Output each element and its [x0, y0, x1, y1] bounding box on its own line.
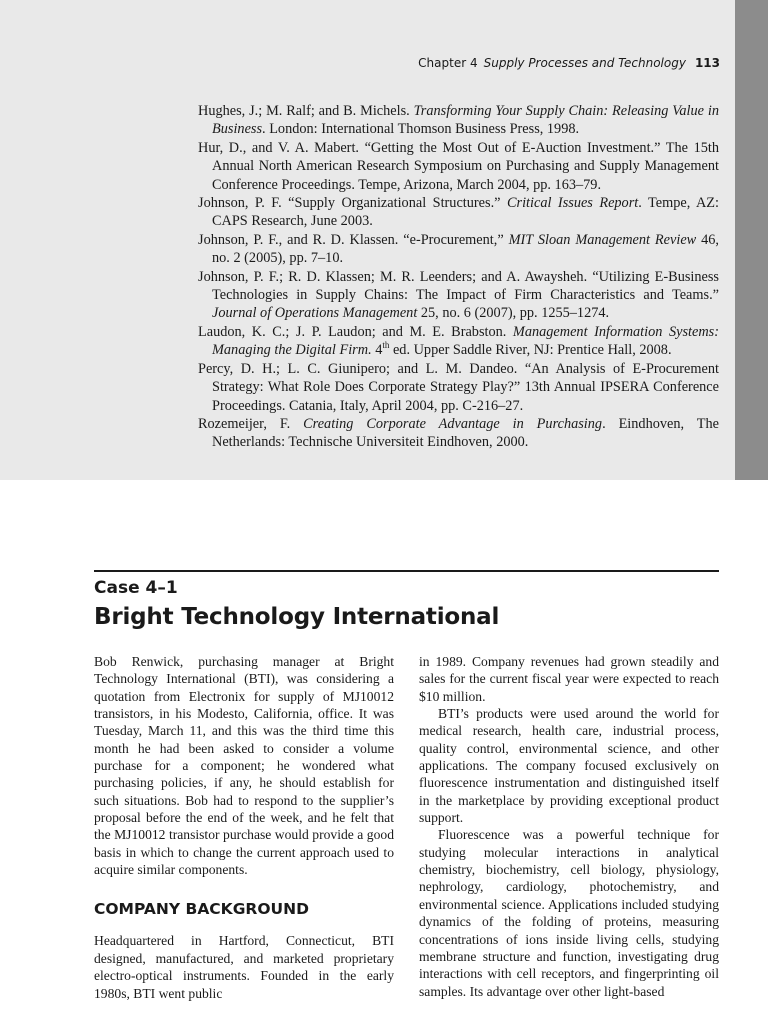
- reference-text: 25, no. 6 (2007), pp. 1255–1274.: [417, 305, 610, 322]
- reference-text: 4: [371, 342, 383, 359]
- left-column: [94, 653, 394, 1002]
- reference-entry: [198, 231, 719, 268]
- reference-italic-text: Transforming Your Supply Chain: Releasing Value in Business: [212, 103, 719, 138]
- case-number: Case 4–1: [94, 578, 178, 598]
- reference-text: ed. Upper Saddle River, NJ: Prentice Hall, 2008.: [389, 342, 672, 359]
- reference-entry: [198, 360, 719, 415]
- running-header: [418, 56, 720, 70]
- reference-text: . Tempe, AZ: CAPS Research, June 2003.: [212, 195, 719, 230]
- intro-paragraph: Bob Renwick, purchasing manager at Bright Technology International (BTI), was considering a quotation from Electronix for supply of MJ10012 transistors, in his Modesto, California, office. It was Tuesday, March 11, and this was the third time this month he had been asked to consider a volume purchase for a component; he wondered what purchasing policies, if any, he should establish for such situations. Bob had to respond to the supplier’s proposal before the end of the week, and he felt that the MJ10012 transistor purchase would provide a good basis in which to change the current approach used to acquire similar components.: [94, 654, 394, 878]
- page-number: 113: [694, 56, 720, 70]
- reference-text: Johnson, P. F. “Supply Organizational Structures.”: [198, 195, 507, 212]
- reference-text: Hughes, J.; M. Ralf; and B. Michels.: [198, 103, 414, 119]
- section-heading: COMPANY BACKGROUND: [94, 900, 309, 919]
- fluorescence-paragraph: Fluorescence was a powerful technique for studying molecular interactions in analytical chemistry, biochemistry, cell biology, physiology, nephrology, cardiology, photochemistry, and environmental science. Applications included studying dynamics of the folding of proteins, measuring concentrations of ions inside living cells, studying membrane structure and function, investigating drug interactions with cell receptors, and fingerprinting oil samples. Its advantage over other light-based: [419, 827, 719, 999]
- reference-entry: [198, 268, 719, 323]
- chapter-label: Chapter 4: [418, 56, 478, 70]
- reference-italic-text: Creating Corporate Advantage in Purchasing: [303, 415, 603, 432]
- reference-entry: [198, 102, 719, 139]
- reference-italic-text: MIT Sloan Management Review: [508, 231, 697, 248]
- background-paragraph-start: Headquartered in Hartford, Connecticut, BTI designed, manufactured, and marketed proprietary electro-optical instruments. Founded in the early 1980s, BTI went public: [94, 933, 394, 1001]
- reference-entry: [198, 194, 719, 231]
- reference-superscript: th: [382, 340, 390, 351]
- reference-text: Hur, D., and V. A. Mabert. “Getting the Most Out of E-Auction Investment.” The 15th Annual North American Research Symposium on Purchasing and Supply Management Conference Proceedings. Tempe, Arizona, March 2004, pp. 163–79.: [198, 139, 719, 193]
- reference-italic-text: Journal of Operations Management: [212, 305, 418, 322]
- reference-text: Johnson, P. F.; R. D. Klassen; M. R. Leenders; and A. Awaysheh. “Utilizing E-Business Technologies in Supply Chains: The Impact of Firm Characteristics and Teams.”: [198, 268, 719, 304]
- reference-text: 46, no. 2 (2005), pp. 7–10.: [212, 231, 719, 267]
- reference-list: [198, 102, 719, 452]
- reference-entry: [198, 139, 719, 194]
- products-paragraph: BTI’s products were used around the world for medical research, health care, industrial process, quality control, environmental science, and other applications. The company focused exclusively on fluorescence instrumentation and distinguished itself in the marketplace by providing exceptional product support.: [419, 706, 719, 826]
- reference-entry: [198, 415, 719, 452]
- reference-text: Rozemeijer, F.: [198, 415, 304, 432]
- reference-text: . Eindhoven, The Netherlands: Technische Universiteit Eindhoven, 2000.: [212, 415, 719, 451]
- reference-entry: [198, 323, 719, 360]
- reference-text: . London: International Thomson Business Press, 1998.: [262, 121, 580, 138]
- reference-italic-text: Management Information Systems: Managing the Digital Firm.: [212, 323, 719, 359]
- reference-italic-text: Critical Issues Report: [506, 195, 639, 212]
- reference-text: Johnson, P. F., and R. D. Klassen. “e-Procurement,”: [198, 231, 509, 248]
- background-paragraph-continued: in 1989. Company revenues had grown steadily and sales for the current fiscal year were expected to reach $10 million.: [419, 654, 719, 704]
- reference-text: Laudon, K. C.; J. P. Laudon; and M. E. Brabston.: [198, 323, 513, 340]
- case-divider-rule: [94, 570, 719, 572]
- chapter-subject: Supply Processes and Technology: [483, 56, 686, 70]
- right-column: [419, 653, 719, 1000]
- reference-text: Percy, D. H.; L. C. Giunipero; and L. M. Dandeo. “An Analysis of E-Procurement Strategy: What Role Does Corporate Strategy Play?” 13th Annual IPSERA Conference Proceedings. Catania, Italy, April 2004, pp. C-216–27.: [198, 360, 719, 414]
- case-title: Bright Technology International: [94, 604, 500, 630]
- page-edge-tab: [735, 0, 768, 480]
